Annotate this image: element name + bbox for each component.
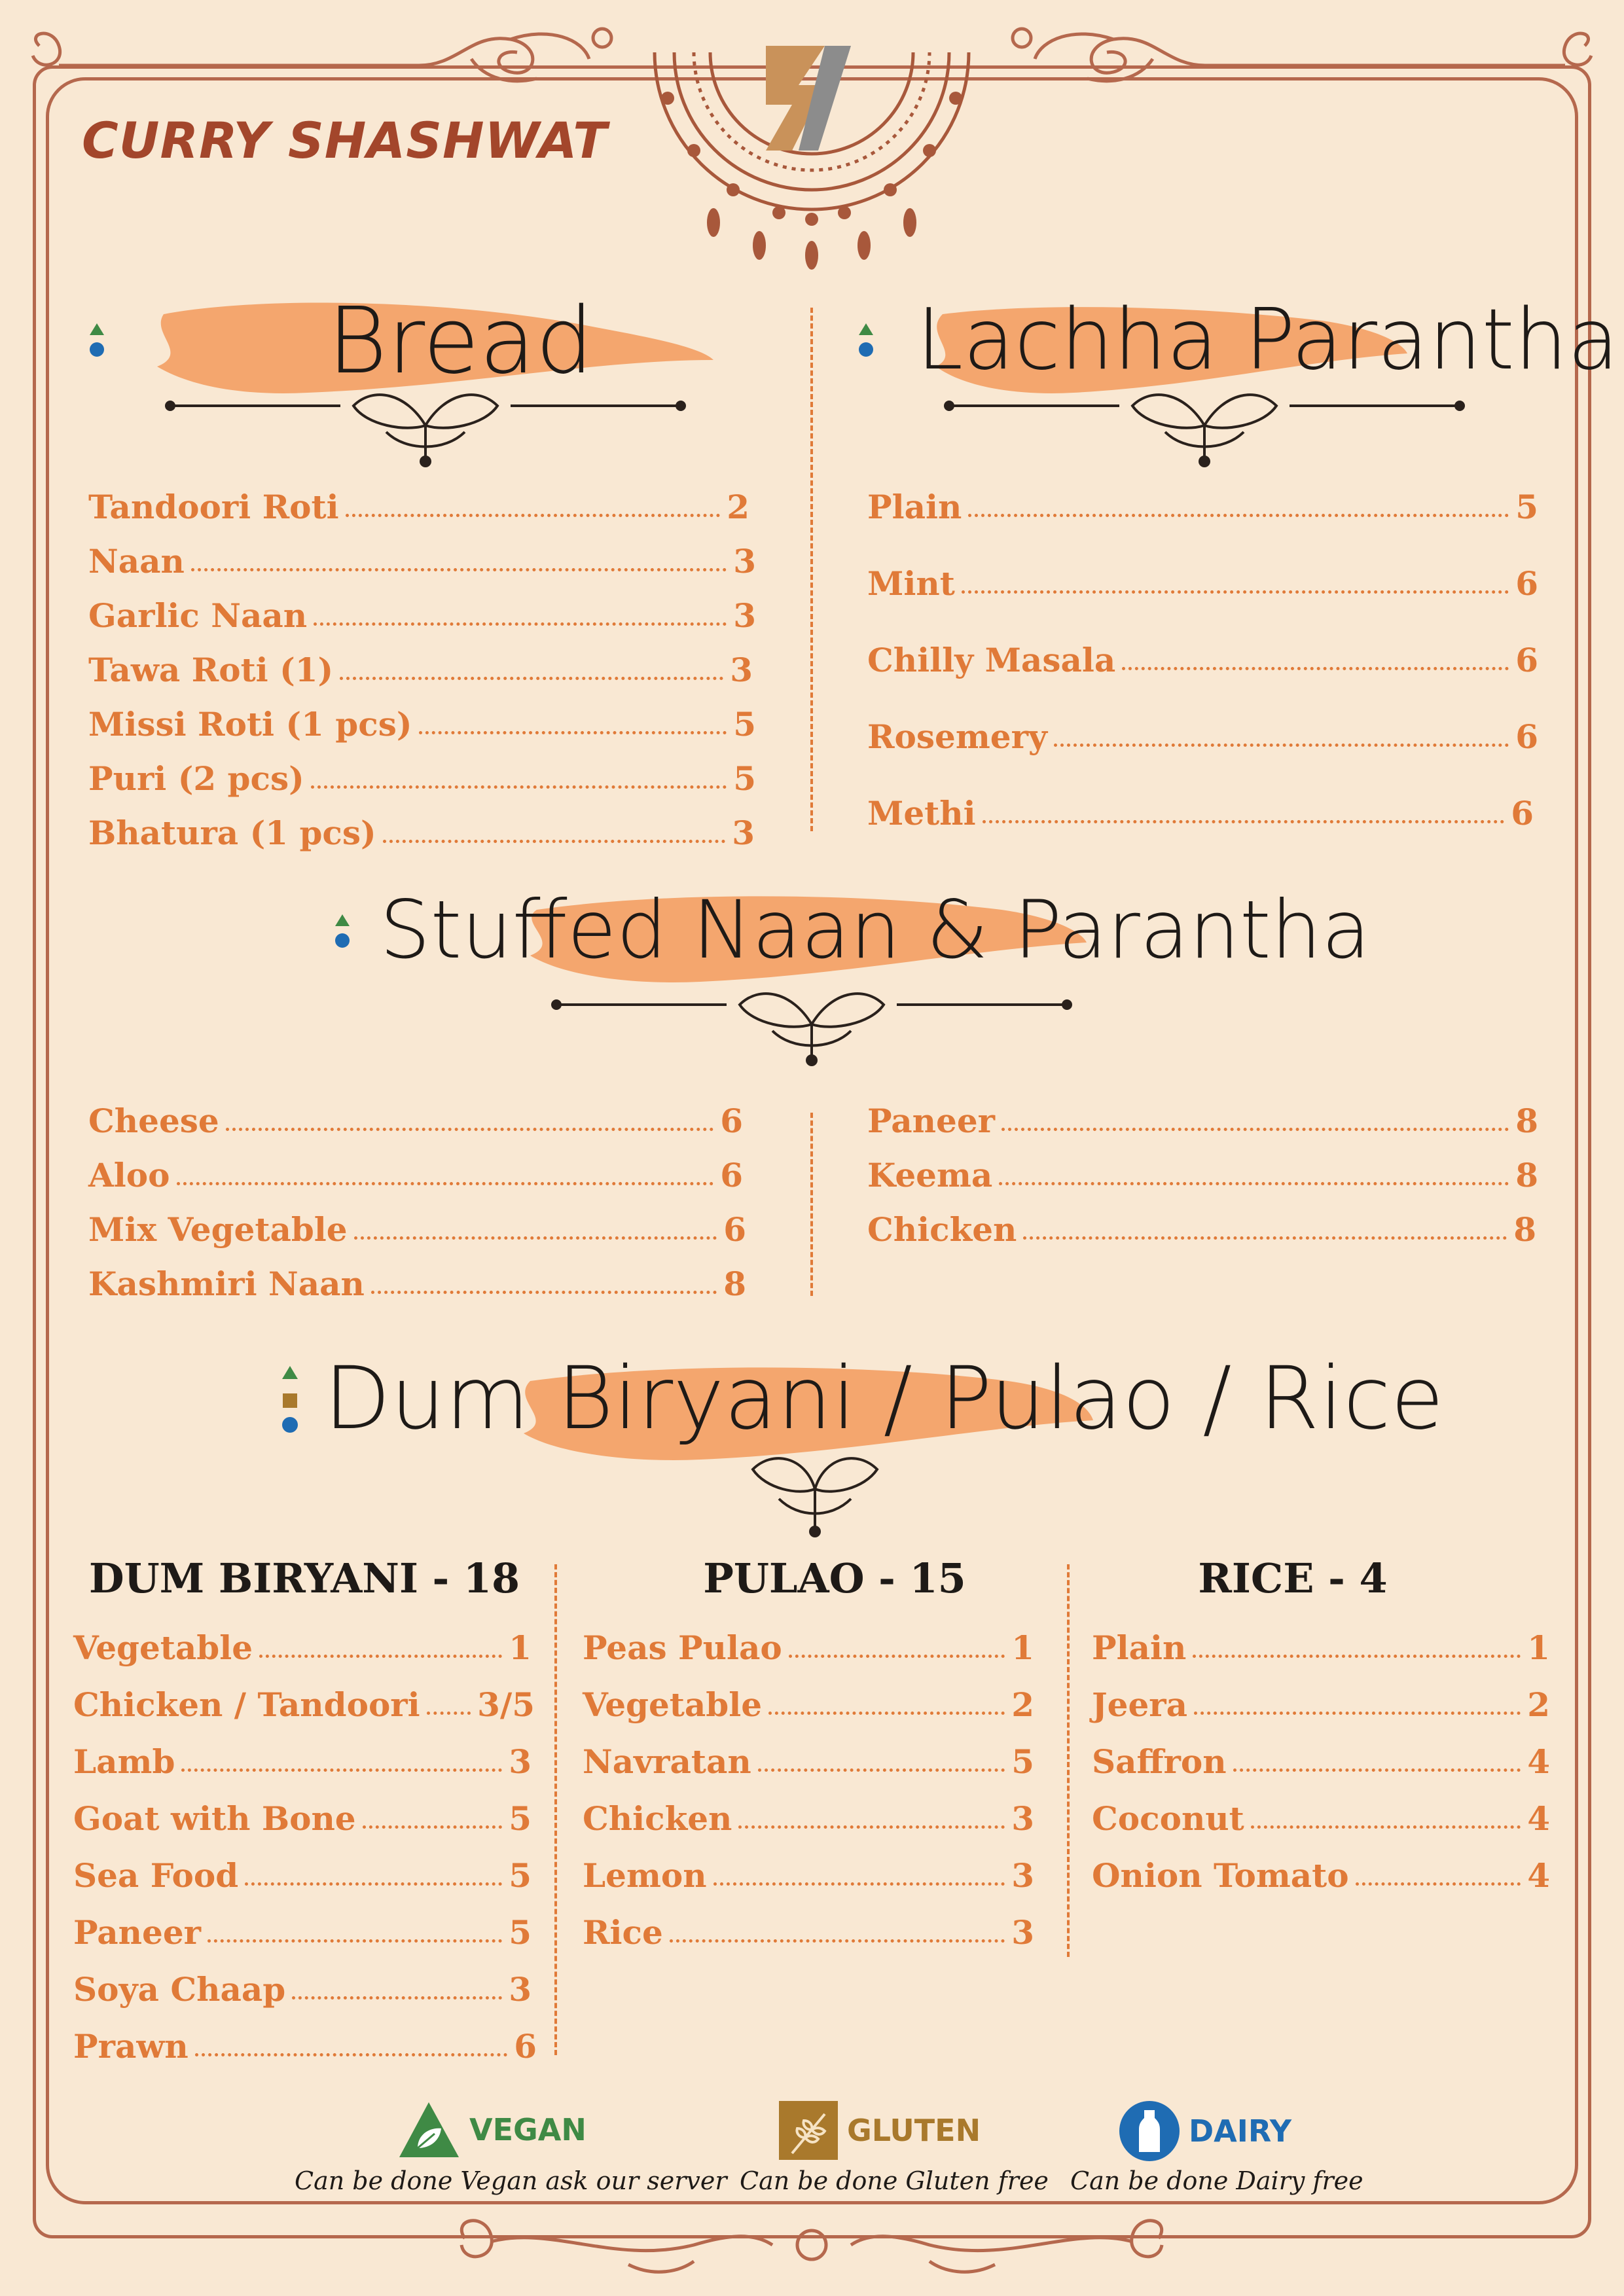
item-price: 6 <box>514 2027 537 2066</box>
item-name: Onion Tomato <box>1092 1856 1349 1895</box>
rice-item <box>1092 1628 1550 1667</box>
item-name: Goat with Bone <box>73 1799 356 1838</box>
item-name: Vegetable <box>583 1685 763 1724</box>
pulao-item <box>583 1742 1034 1781</box>
item-price: 5 <box>1515 488 1538 526</box>
milk-bottle-icon <box>1119 2101 1180 2161</box>
ornament-divider <box>157 386 694 471</box>
dietary-marker-icon <box>334 913 351 952</box>
item-name: Keema <box>867 1156 993 1194</box>
legend-gluten <box>779 2101 981 2160</box>
item-name: Plain <box>1092 1628 1187 1667</box>
bread-item <box>88 542 756 581</box>
stuffed-item <box>88 1102 743 1140</box>
item-name: Missi Roti (1 pcs) <box>88 705 412 744</box>
item-price: 3 <box>733 542 756 581</box>
item-name: Naan <box>88 542 185 581</box>
item-price: 3 <box>1011 1913 1034 1952</box>
stuffed-item <box>867 1156 1538 1194</box>
section-title: Dum Biryani / Pulao / Rice <box>324 1348 1444 1449</box>
biryani-item <box>73 1628 532 1667</box>
bread-item <box>88 759 756 798</box>
bread-item <box>88 705 756 744</box>
item-price: 6 <box>1511 794 1534 833</box>
item-price: 6 <box>1515 717 1538 756</box>
biryani-item <box>73 1799 532 1838</box>
item-name: Chicken <box>583 1799 732 1838</box>
lachha-item <box>867 794 1534 833</box>
item-name: Saffron <box>1092 1742 1227 1781</box>
item-name: Garlic Naan <box>88 596 308 635</box>
stuffed-item <box>867 1210 1536 1249</box>
biryani-item <box>73 1685 535 1724</box>
stuffed-item <box>867 1102 1538 1140</box>
item-price: 3 <box>509 1970 532 2009</box>
bottom-flourish <box>445 2206 1178 2284</box>
item-price: 6 <box>720 1102 743 1140</box>
item-name: Aloo <box>88 1156 170 1194</box>
item-name: Plain <box>867 488 962 526</box>
item-price: 4 <box>1527 1742 1550 1781</box>
lachha-item <box>867 641 1538 679</box>
rice-item <box>1092 1742 1550 1781</box>
ornament-divider <box>543 985 1080 1070</box>
pulao-heading: PULAO - 15 <box>703 1554 966 1602</box>
legend-note: Can be done Gluten free <box>740 2166 1049 2195</box>
column-divider <box>810 308 813 831</box>
legend-note: Can be done Dairy free <box>1070 2166 1363 2195</box>
item-name: Rice <box>583 1913 663 1952</box>
item-name: Chicken <box>867 1210 1017 1249</box>
item-price: 5 <box>509 1799 532 1838</box>
item-name: Puri (2 pcs) <box>88 759 304 798</box>
item-name: Cheese <box>88 1102 219 1140</box>
legend-label: VEGAN <box>469 2112 586 2147</box>
item-price: 3/5 <box>477 1685 535 1724</box>
rice-item <box>1092 1856 1550 1895</box>
item-price: 1 <box>1527 1628 1550 1667</box>
legend-label: GLUTEN <box>847 2113 981 2148</box>
vegan-leaf-icon <box>398 2101 460 2159</box>
bread-item <box>88 814 755 852</box>
stuffed-item <box>88 1156 743 1194</box>
top-right-flourish <box>1009 20 1611 92</box>
item-price: 6 <box>1515 641 1538 679</box>
biryani-item <box>73 1742 532 1781</box>
wheat-icon <box>779 2101 838 2160</box>
item-name: Tandoori Roti <box>88 488 339 526</box>
item-name: Peas Pulao <box>583 1628 782 1667</box>
item-price: 3 <box>509 1742 532 1781</box>
item-price: 5 <box>733 705 756 744</box>
item-name: Lemon <box>583 1856 707 1895</box>
item-price: 2 <box>1527 1685 1550 1724</box>
item-name: Navratan <box>583 1742 751 1781</box>
rice-item <box>1092 1799 1550 1838</box>
item-name: Paneer <box>867 1102 995 1140</box>
ornament-divider <box>746 1450 884 1541</box>
ornament-divider <box>936 386 1473 471</box>
item-name: Prawn <box>73 2027 189 2066</box>
lachha-item <box>867 488 1538 526</box>
item-name: Coconut <box>1092 1799 1244 1838</box>
biryani-item <box>73 1970 532 2009</box>
item-name: Vegetable <box>73 1628 253 1667</box>
biryani-item <box>73 1856 532 1895</box>
item-price: 4 <box>1527 1799 1550 1838</box>
legend-note: Can be done Vegan ask our server <box>295 2166 727 2195</box>
dietary-marker-icon <box>857 322 875 361</box>
item-name: Mint <box>867 564 955 603</box>
legend-vegan <box>398 2101 586 2159</box>
dietary-marker-icon <box>88 322 105 361</box>
pulao-item <box>583 1856 1034 1895</box>
item-price: 3 <box>732 814 755 852</box>
item-name: Soya Chaap <box>73 1970 286 2009</box>
biryani-item <box>73 2027 537 2066</box>
bread-item <box>88 596 756 635</box>
item-name: Tawa Roti (1) <box>88 651 334 689</box>
dum-biryani-heading: DUM BIRYANI - 18 <box>88 1554 520 1602</box>
item-price: 8 <box>1515 1156 1538 1194</box>
item-price: 8 <box>1513 1210 1536 1249</box>
item-name: Paneer <box>73 1913 201 1952</box>
item-name: Kashmiri Naan <box>88 1265 365 1303</box>
item-price: 5 <box>509 1856 532 1895</box>
item-price: 6 <box>720 1156 743 1194</box>
item-price: 2 <box>1011 1685 1034 1724</box>
dietary-marker-icon <box>280 1365 300 1437</box>
item-price: 6 <box>723 1210 746 1249</box>
item-price: 3 <box>1011 1856 1034 1895</box>
item-price: 1 <box>509 1628 532 1667</box>
item-name: Lamb <box>73 1742 175 1781</box>
item-name: Methi <box>867 794 976 833</box>
pulao-item <box>583 1913 1034 1952</box>
item-name: Sea Food <box>73 1856 239 1895</box>
pulao-item <box>583 1799 1034 1838</box>
stuffed-item <box>88 1265 746 1303</box>
item-name: Rosemery <box>867 717 1047 756</box>
bread-item <box>88 651 753 689</box>
item-price: 5 <box>733 759 756 798</box>
section-title: Stuffed Naan & Parantha <box>380 884 1371 977</box>
item-price: 8 <box>1515 1102 1538 1140</box>
item-price: 3 <box>1011 1799 1034 1838</box>
item-name: Bhatura (1 pcs) <box>88 814 376 852</box>
item-price: 5 <box>509 1913 532 1952</box>
item-price: 4 <box>1527 1856 1550 1895</box>
legend-label: DAIRY <box>1189 2113 1292 2149</box>
rice-item <box>1092 1685 1550 1724</box>
bread-item <box>88 488 749 526</box>
column-divider <box>554 1564 557 2055</box>
item-name: Jeera <box>1092 1685 1188 1724</box>
item-name: Chicken / Tandoori <box>73 1685 420 1724</box>
item-price: 6 <box>1515 564 1538 603</box>
item-name: Mix Vegetable <box>88 1210 348 1249</box>
section-title: Lachha Parantha <box>916 291 1619 389</box>
item-price: 5 <box>1011 1742 1034 1781</box>
rice-heading: RICE - 4 <box>1198 1554 1388 1602</box>
item-price: 1 <box>1011 1628 1034 1667</box>
item-price: 2 <box>727 488 749 526</box>
lachha-item <box>867 717 1538 756</box>
biryani-item <box>73 1913 532 1952</box>
legend-dairy <box>1119 2101 1291 2161</box>
lachha-item <box>867 564 1538 603</box>
section-title: Bread <box>327 288 594 395</box>
top-left-flourish <box>13 20 615 92</box>
pulao-item <box>583 1685 1034 1724</box>
item-price: 3 <box>733 596 756 635</box>
pulao-item <box>583 1628 1034 1667</box>
column-divider <box>810 1113 813 1296</box>
item-name: Chilly Masala <box>867 641 1116 679</box>
column-divider <box>1067 1564 1070 1957</box>
item-price: 8 <box>723 1265 746 1303</box>
item-price: 3 <box>730 651 753 689</box>
mandala-logo-icon <box>628 26 995 275</box>
brand-name: CURRY SHASHWAT <box>82 111 608 170</box>
stuffed-item <box>88 1210 746 1249</box>
